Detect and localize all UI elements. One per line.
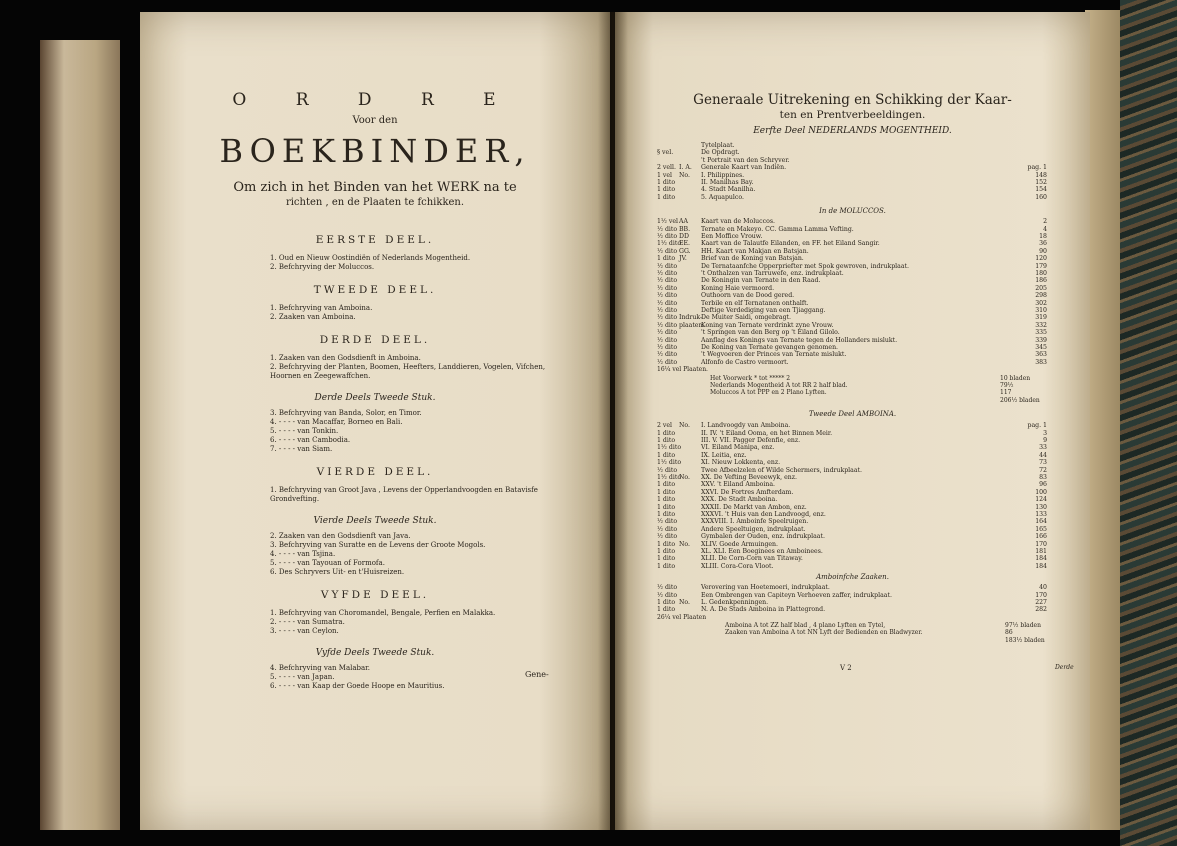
quantity: ½ dito xyxy=(657,518,678,526)
page-ref: 298 xyxy=(1035,292,1047,300)
plate-title: 't Portrait van den Schryver. xyxy=(701,156,790,164)
subtitle-line2: richten , en de Plaaten te fchikken. xyxy=(285,197,465,208)
summary-desc: Zaaken van Amboina A tot NN Lyft der Bedienden en Bladwyzer. xyxy=(725,628,923,636)
plate-title: Een Ombrengen van Capiteyn Verhoeven zaffer, indrukplaat. xyxy=(701,591,892,599)
section-item: Grondvefting. xyxy=(270,495,320,503)
section-item: 1. Befchryving van Groot Java , Levens der Opperlandvoogden en Batavisfe xyxy=(270,486,538,494)
quantity: ½ dito xyxy=(657,314,678,322)
section-item: 2. Befchryving der Planten, Boomen, Heefters, Landdieren, Vogelen, Vifchen, xyxy=(270,363,546,371)
plate-title: Kaart van de Talautfe Eilanden, en FF. het Eiland Sangir. xyxy=(701,240,880,248)
section-item: 2. Befchryving der Moluccos. xyxy=(270,263,375,271)
page-ref: 302 xyxy=(1035,299,1047,307)
section-item: 1. Befchryving van Amboina. xyxy=(270,304,373,312)
page-ref: 310 xyxy=(1035,307,1047,314)
plate-title: De Koning van Ternate gevangen genomen. xyxy=(701,344,839,351)
summary-value: 79½ xyxy=(1000,382,1014,390)
section-item: 6. - - - - van Cambodia. xyxy=(270,436,351,444)
plate-title: 't Onthalzen van Tarruwefe, enz. indrukplaat. xyxy=(701,270,844,277)
quantity: ½ dito xyxy=(657,270,678,277)
amboina-heading: Tweede Deel AMBOINA. xyxy=(808,410,897,419)
page-ref: pag. 1 xyxy=(1027,422,1047,430)
plate-title: 't Wegvoeren der Princes van Ternate mislukt. xyxy=(701,351,847,359)
plate-title: XXX. De Stadt Amboina. xyxy=(701,496,778,504)
subtitle-line1: Om zich in het Binden van het WERK na te xyxy=(233,180,517,195)
page-ref: 180 xyxy=(1035,270,1047,277)
page-ref: 166 xyxy=(1035,533,1047,541)
plate-title: Koning van Ternate verdrinkt zyne Vrouw. xyxy=(701,321,834,329)
plate-title: N. A. De Stads Amboina in Plattegrond. xyxy=(701,606,826,614)
section-item: 4. - - - - van Tsjina. xyxy=(270,550,336,558)
zaaken-heading: Amboinfche Zaaken. xyxy=(816,573,889,582)
quantity: 1½ dito xyxy=(657,474,682,481)
page-ref: 184 xyxy=(1035,562,1047,570)
plate-title: XI. Nieuw Lokkenta, enz. xyxy=(701,459,781,467)
section-item: 6. - - - - van Kaap der Goede Hoope en Mauritius. xyxy=(270,682,445,690)
plate-title: Verovering van Hoetemoeri, indrukplaat. xyxy=(701,584,830,592)
left-page xyxy=(140,12,610,830)
right-catchword: Derde xyxy=(1055,664,1074,671)
plate-no: No. xyxy=(679,171,690,179)
plate-title: XLIII. Cora-Cora Vloot. xyxy=(701,562,774,570)
page-ref: 18 xyxy=(1039,233,1047,240)
page-ref: 332 xyxy=(1035,321,1047,329)
summary-desc: Het Voorwerk * tot ***** 2 xyxy=(710,375,791,383)
quantity: 2 vell. xyxy=(657,164,676,172)
summary-value: 97½ bladen xyxy=(1005,621,1041,629)
page-ref: 130 xyxy=(1035,503,1047,511)
plate-no: DD xyxy=(679,233,689,240)
plate-no: No. xyxy=(679,599,690,606)
plate-title: Koning Haie vermoord. xyxy=(701,284,775,292)
quantity: 1 dito xyxy=(657,488,676,496)
quantity: 1½ dito xyxy=(657,240,682,248)
quantity: 1 dito xyxy=(657,186,676,194)
section-heading: Vyfde Deels Tweede Stuk. xyxy=(315,648,435,658)
plate-title: Terbile en elf Ternatanen onthalft. xyxy=(701,299,809,307)
quantity: ½ dito xyxy=(657,247,678,255)
quantity: ½ dito xyxy=(657,292,678,300)
quantity: ½ dito xyxy=(657,262,678,270)
plate-title: Gymbalen der Ouden, enz. indrukplaat. xyxy=(701,533,825,541)
section-item: 7. - - - - van Siam. xyxy=(270,445,333,453)
plate-title: De Opdragt. xyxy=(701,149,740,157)
page-ref: 3 xyxy=(1043,429,1047,437)
quantity: ½ dito xyxy=(657,329,678,337)
book-edge-left xyxy=(40,40,120,830)
page-ref: 363 xyxy=(1035,351,1047,359)
page-ref: 227 xyxy=(1035,599,1047,606)
section-item: 2. - - - - van Sumatra. xyxy=(270,618,345,626)
section-item: 6. Des Schryvers Uit- en t'Huisreizen. xyxy=(270,568,405,576)
right-page xyxy=(615,12,1090,830)
summary-desc: Nederlands Mogentheid A tot RR 2 half blad. xyxy=(710,382,848,390)
plate-title: Twee Afbeelzelen of Wilde Schermers, indrukplaat. xyxy=(701,466,862,474)
quantity: 1 dito xyxy=(657,437,676,444)
plaaten-count: 26¼ vel Plaaten xyxy=(657,613,707,621)
section-item: 1. Zaaken van den Godsdienft in Amboina. xyxy=(270,354,421,362)
plate-title: XXXVI. 't Huis van den Landvoogd, enz. xyxy=(701,511,826,518)
quantity: ½ dito xyxy=(657,358,678,366)
book-gutter xyxy=(598,12,628,830)
page-ref: 164 xyxy=(1035,518,1047,526)
plate-title: 't Springen van den Berg op 't Eiland Gilolo. xyxy=(701,329,840,337)
plate-title: Kaart van de Moluccos. xyxy=(701,218,775,226)
quantity: ½ dito xyxy=(657,225,678,233)
page-ref: 282 xyxy=(1035,606,1047,614)
section-heading: EERSTE DEEL. xyxy=(315,234,435,246)
summary-total: 183½ bladen xyxy=(1005,636,1045,644)
plate-title: XXVI. De Fortres Amfterdam. xyxy=(701,488,794,496)
page-ref: 170 xyxy=(1035,591,1047,599)
plate-title: Outhoorn van de Dood gered. xyxy=(701,292,795,300)
quantity: 1 dito xyxy=(657,548,676,555)
plate-title: Generale Kaart van Indiën. xyxy=(701,164,787,172)
page-ref: 133 xyxy=(1035,511,1047,518)
section-item: 4. Befchryving van Malabar. xyxy=(270,664,370,672)
plate-title: VI. Eiland Manipa, enz. xyxy=(701,444,775,452)
page-ref: 100 xyxy=(1035,488,1047,496)
quantity: 1 dito xyxy=(657,496,676,504)
summary-desc: Moluccos A tot PPP en 2 Plano Lyften. xyxy=(710,389,827,397)
plate-no: GG. xyxy=(679,247,691,255)
quantity: 1 dito xyxy=(657,606,676,614)
plate-title: Alfonfo de Castro vermoort. xyxy=(701,358,789,366)
quantity: ½ dito xyxy=(657,351,678,359)
plate-title: Deftige Verdediging van een Tjiaggang. xyxy=(701,307,826,314)
plate-title: XXV. 't Eiland Amboina. xyxy=(701,481,776,489)
plate-no: No. xyxy=(679,422,690,430)
plate-no: JV. xyxy=(679,255,687,263)
quantity: ½ dito xyxy=(657,321,678,329)
page-ref: 124 xyxy=(1035,496,1047,504)
plate-title: XLII. De Corn-Corn van Titaway. xyxy=(701,555,803,563)
plate-title: Aanflag des Konings van Ternate tegen de Hollanders mislukt. xyxy=(701,336,898,344)
plate-title: XX. De Vefting Beveewyk, enz. xyxy=(701,474,797,481)
page-ref: 83 xyxy=(1039,474,1047,481)
plate-title: 5. Aquapulco. xyxy=(701,193,744,201)
page-ref: 383 xyxy=(1035,358,1047,366)
left-catchword: Gene- xyxy=(525,670,549,679)
page-ref: 335 xyxy=(1035,329,1047,337)
right-title1: Generaale Uitrekening en Schikking der Kaar- xyxy=(693,92,1012,108)
plate-no: EE. xyxy=(679,240,691,248)
plate-title: Andere Speeltuigen, indrukplaat. xyxy=(701,525,806,533)
marbled-cover xyxy=(1120,0,1177,846)
plate-title: II. Manilhas Bay. xyxy=(701,179,754,186)
page-ref: 36 xyxy=(1039,240,1047,248)
plate-title: XXXII. De Markt van Ambon, enz. xyxy=(701,503,807,511)
signature-mark: V 2 xyxy=(840,664,852,672)
quantity: 1 dito xyxy=(657,255,676,263)
page-ref: 96 xyxy=(1039,481,1047,489)
section-item: 4. - - - - van Macaffar, Borneo en Bali. xyxy=(270,418,403,426)
plate-title: L. Gedenkpenningen. xyxy=(701,599,769,606)
page-ref: 4 xyxy=(1043,225,1047,233)
summary-value: 86 xyxy=(1005,628,1013,636)
plate-title: XL. XLI. Een Boeginees en Amboinees. xyxy=(701,548,823,555)
plate-title: HH. Kaart van Makjan en Batsjan. xyxy=(701,247,809,255)
section-item: Hoornen en Zeegewaffchen. xyxy=(270,372,371,380)
ordre-title: O R D R E xyxy=(232,90,518,110)
section-item: 1. Befchryving van Choromandel, Bengale, Perfien en Malakka. xyxy=(270,609,496,617)
section-item: 5. - - - - van Tayouan of Formofa. xyxy=(270,559,385,567)
page-ref: 120 xyxy=(1035,255,1047,263)
quantity: 1 dito xyxy=(657,193,676,201)
voor-den: Voor den xyxy=(352,115,398,126)
page-ref: 148 xyxy=(1035,171,1047,179)
page-ref: 9 xyxy=(1043,437,1047,444)
page-ref: 345 xyxy=(1035,344,1047,351)
page-ref: 90 xyxy=(1039,247,1047,255)
section-heading: TWEEDE DEEL. xyxy=(313,284,437,296)
plate-no: BB. xyxy=(679,225,691,233)
page-ref: 160 xyxy=(1035,193,1047,201)
page-ref: 33 xyxy=(1039,444,1047,452)
page-ref: 73 xyxy=(1039,459,1047,467)
plate-title: De Ternataanfche Opperpriefter met Spok gewroven, indrukplaat. xyxy=(701,262,909,270)
quantity: 1 dito xyxy=(657,451,676,459)
quantity: § vel. xyxy=(657,149,674,157)
plate-title: I. Landvoogdy van Amboina. xyxy=(701,422,791,430)
summary-value: 10 bladen xyxy=(1000,375,1031,383)
plate-title: Brief van de Koning van Batsjan. xyxy=(701,255,804,263)
plate-title: De Koningin van Ternate in den Raad. xyxy=(701,277,821,285)
quantity: 1½ dito xyxy=(657,459,682,467)
summary-desc: Amboina A tot ZZ half blad , 4 plano Lyften en Tytel, xyxy=(725,621,886,629)
moluccos-heading: In de MOLUCCOS. xyxy=(819,207,886,216)
page-ref: 339 xyxy=(1035,336,1047,344)
plate-title: XLIV. Goede Armuingen. xyxy=(701,540,779,548)
right-title2: ten en Prentverbeeldingen. xyxy=(779,109,926,121)
plate-title: 4. Stadt Manilha. xyxy=(701,186,756,194)
summary-total: 206½ bladen xyxy=(1000,397,1040,405)
plate-title: Tytelplaat. xyxy=(701,142,735,149)
page-ref: 152 xyxy=(1035,179,1047,186)
quantity: ½ dito xyxy=(657,525,678,533)
page-ref: 181 xyxy=(1035,548,1047,555)
page-ref: 184 xyxy=(1035,555,1047,563)
page-ref: pag. 1 xyxy=(1027,164,1047,172)
quantity: ½ dito xyxy=(657,277,678,285)
quantity: 1 dito xyxy=(657,429,676,437)
section-item: 2. Zaaken van Amboina. xyxy=(270,313,356,321)
section-heading: DERDE DEEL. xyxy=(319,334,431,346)
quantity: 1 dito xyxy=(657,503,676,511)
part1-heading: Eerfte Deel NEDERLANDS MOGENTHEID. xyxy=(753,126,952,136)
plate-title: Een Moffice Vrouw. xyxy=(701,233,763,240)
quantity: ½ dito xyxy=(657,344,678,351)
quantity: 1 dito xyxy=(657,599,676,606)
quantity: ½ dito xyxy=(657,584,678,592)
page-ref: 170 xyxy=(1035,540,1047,548)
quantity: ½ dito xyxy=(657,591,678,599)
boekbinder-title: BOEKBINDER, xyxy=(219,132,531,170)
quantity: 1 dito xyxy=(657,481,676,489)
quantity: ½ dito xyxy=(657,307,678,314)
section-item: 3. Befchryving van Banda, Solor, en Timor. xyxy=(270,409,422,417)
page-ref: 319 xyxy=(1035,314,1047,322)
plate-no: No. xyxy=(679,540,690,548)
quantity: 1½ dito xyxy=(657,444,682,452)
quantity: 1 dito xyxy=(657,540,676,548)
section-item: 3. Befchryving van Suratte en de Levens der Groote Mogols. xyxy=(270,541,486,549)
section-heading: Derde Deels Tweede Stuk. xyxy=(314,393,436,403)
plate-title: IX. Leitia, enz. xyxy=(701,451,747,459)
section-heading: VYFDE DEEL. xyxy=(320,589,430,601)
page-ref: 40 xyxy=(1039,584,1047,592)
page-ref: 44 xyxy=(1039,451,1047,459)
section-item: 1. Oud en Nieuw Oostindiën of Nederlands Mogentheid. xyxy=(270,254,471,262)
section-heading: Vierde Deels Tweede Stuk. xyxy=(313,516,437,526)
page-ref: 154 xyxy=(1035,186,1047,194)
page-ref: 186 xyxy=(1035,277,1047,285)
quantity: 1 dito xyxy=(657,179,676,186)
plate-no: No. xyxy=(679,474,690,481)
quantity: ½ dito xyxy=(657,284,678,292)
quantity: ½ dito xyxy=(657,533,678,541)
section-item: 5. - - - - van Japan. xyxy=(270,673,335,681)
page-ref: 205 xyxy=(1035,284,1047,292)
quantity: 1 dito xyxy=(657,511,676,518)
plate-no: Indruk- xyxy=(679,314,703,322)
plate-no: plaaten. xyxy=(679,321,705,329)
quantity: ½ dito xyxy=(657,466,678,474)
plate-title: De Muiter Saidi, omgebragt. xyxy=(701,314,791,322)
quantity: ½ dito xyxy=(657,233,678,240)
quantity: 2 vel xyxy=(657,422,673,430)
section-item: 3. - - - - van Ceylon. xyxy=(270,627,339,635)
quantity: ½ dito xyxy=(657,336,678,344)
plate-no: I. A. xyxy=(679,164,692,172)
page-ref: 179 xyxy=(1035,262,1047,270)
section-heading: VIERDE DEEL. xyxy=(316,466,434,478)
plate-title: XXXVIII. I. Amboinfe Speelruigen. xyxy=(701,518,809,526)
quantity: 1 dito xyxy=(657,555,676,563)
plaaten-count: 16¼ vel Plaaten. xyxy=(657,366,708,374)
section-item: 5. - - - - van Tonkin. xyxy=(270,427,339,435)
plate-title: I. Philippines. xyxy=(701,171,745,179)
quantity: ½ dito xyxy=(657,299,678,307)
page-ref: 72 xyxy=(1039,466,1047,474)
section-item: 2. Zaaken van den Godsdienft van Java. xyxy=(270,532,411,540)
page-ref: 2 xyxy=(1043,218,1047,226)
quantity: 1 vel xyxy=(657,171,673,179)
plate-title: Ternate en Makeyo. CC. Gamma Lamma Vefting. xyxy=(701,225,854,233)
quantity: 1½ vel xyxy=(657,218,679,226)
plate-no: AA xyxy=(679,218,688,226)
plate-title: II. IV. 't Eiland Ooma, en het Binnen Meir. xyxy=(701,429,833,437)
plate-title: III. V. VII. Pagger Defenfie, enz. xyxy=(701,437,801,444)
summary-value: 117 xyxy=(1000,389,1012,397)
page-ref: 165 xyxy=(1035,525,1047,533)
quantity: 1 dito xyxy=(657,562,676,570)
